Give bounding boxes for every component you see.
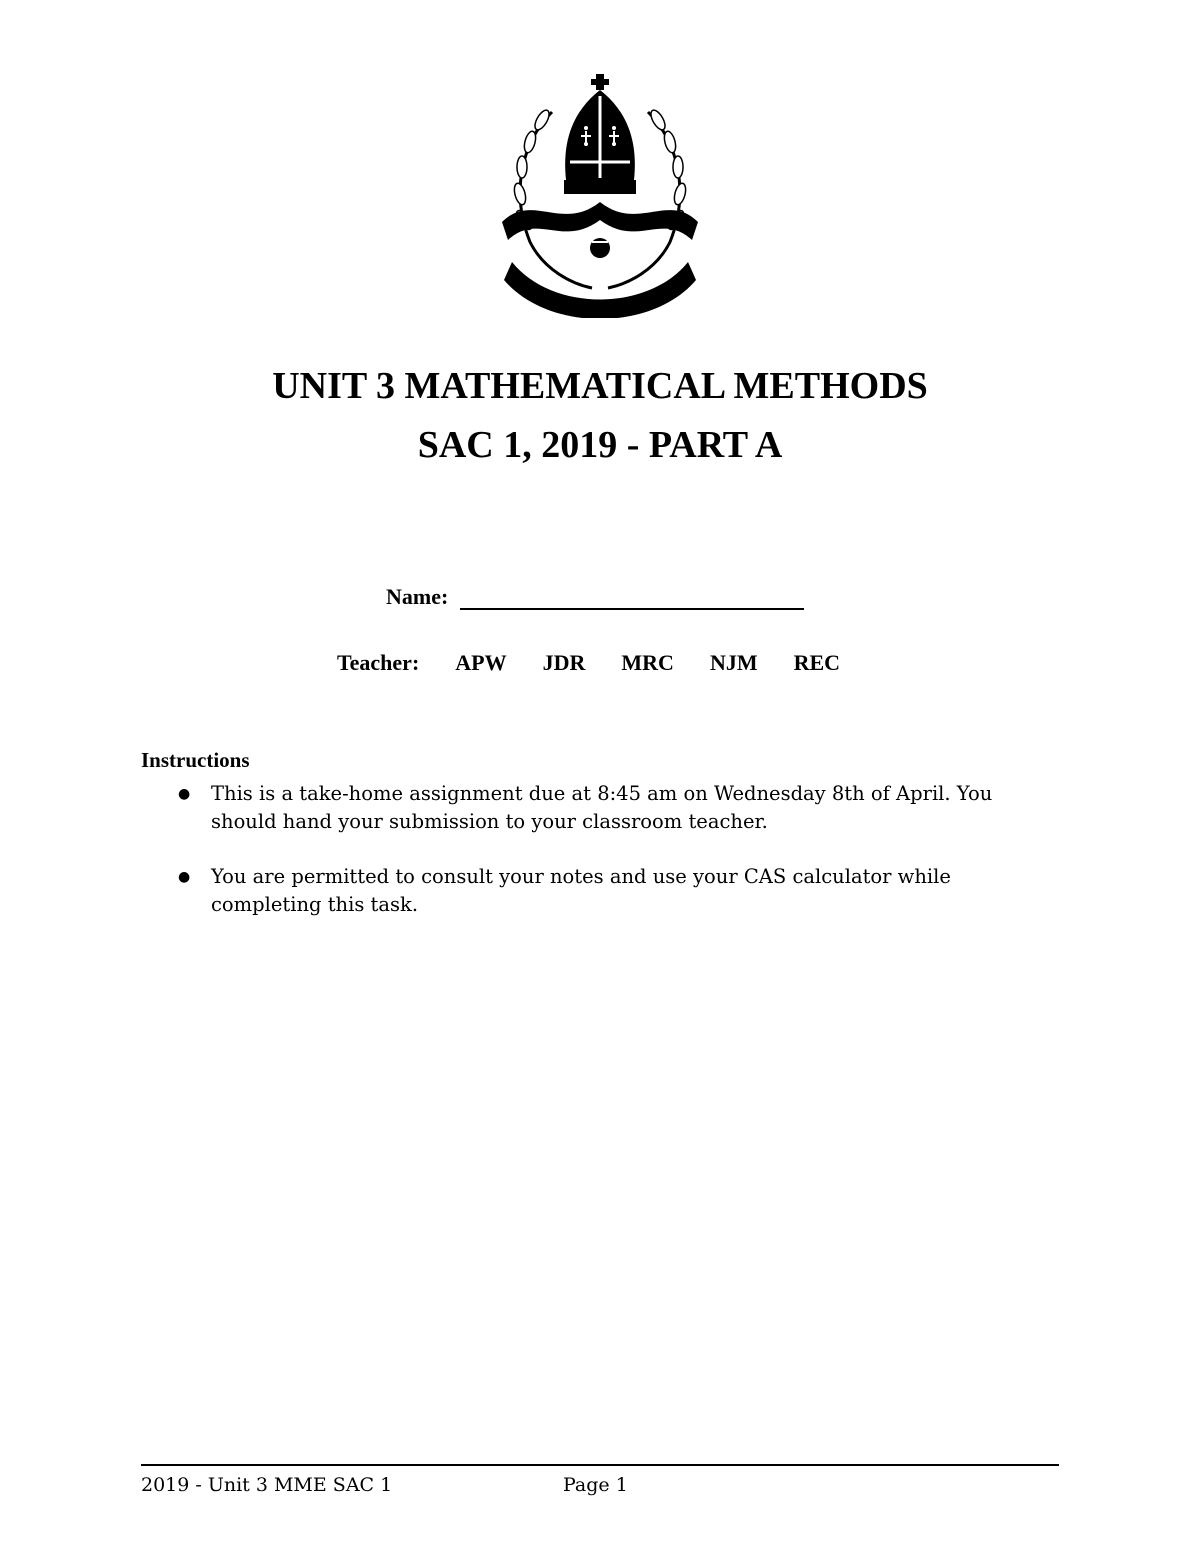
document-title: UNIT 3 MATHEMATICAL METHODS bbox=[272, 365, 928, 407]
name-blank-line[interactable] bbox=[460, 586, 804, 610]
instruction-text: This is a take-home assignment due at 8:45 am on Wednesday 8th of April. You should hand your submission to your classroom teacher. bbox=[211, 782, 993, 833]
teacher-label: Teacher: bbox=[337, 650, 420, 675]
teacher-row bbox=[337, 650, 840, 676]
document-subtitle: SAC 1, 2019 - PART A bbox=[417, 424, 783, 466]
list-item bbox=[178, 780, 1058, 836]
teacher-option-njm[interactable]: NJM bbox=[709, 650, 758, 675]
instruction-text: You are permitted to consult your notes and use your CAS calculator while completing this task. bbox=[211, 865, 951, 916]
bullet-icon: ● bbox=[178, 786, 191, 802]
footer-document-id: 2019 - Unit 3 MME SAC 1 bbox=[141, 1474, 393, 1496]
name-label: Name: bbox=[386, 584, 449, 609]
teacher-option-rec[interactable]: REC bbox=[793, 650, 841, 675]
teacher-option-mrc[interactable]: MRC bbox=[621, 650, 674, 675]
bullet-icon: ● bbox=[178, 869, 191, 885]
teacher-option-apw[interactable]: APW bbox=[455, 650, 507, 675]
footer-divider bbox=[141, 1464, 1059, 1466]
list-item bbox=[178, 863, 1058, 919]
name-field-row bbox=[386, 584, 804, 610]
school-crest-logo bbox=[482, 72, 718, 318]
teacher-option-jdr[interactable]: JDR bbox=[542, 650, 586, 675]
instructions-heading: Instructions bbox=[141, 748, 250, 772]
footer-page-number: Page 1 bbox=[563, 1474, 628, 1496]
